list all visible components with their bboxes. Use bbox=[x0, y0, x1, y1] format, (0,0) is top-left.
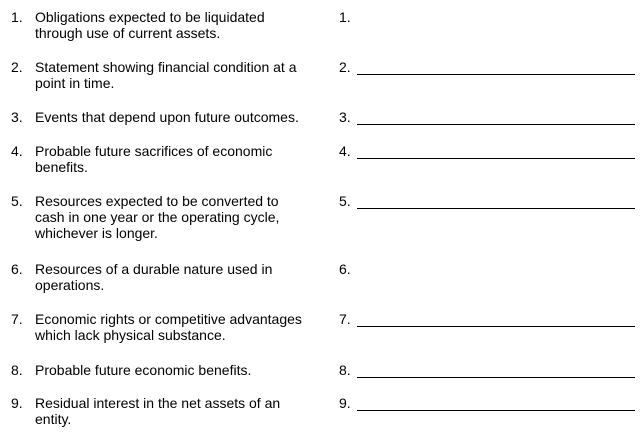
answer-number: 2. bbox=[339, 59, 351, 75]
item-description: Economic rights or competitive advantages which lack physical substance. bbox=[35, 311, 302, 343]
item-description: Events that depend upon future outcomes. bbox=[35, 109, 299, 125]
item-number: 4. bbox=[11, 143, 23, 159]
answer-number: 4. bbox=[339, 143, 351, 159]
answer-blank-line[interactable] bbox=[357, 124, 635, 125]
answer-number: 7. bbox=[339, 311, 351, 327]
item-number: 5. bbox=[11, 193, 23, 209]
answer-number: 8. bbox=[339, 362, 351, 378]
item-description: Probable future sacrifices of economic benefits. bbox=[35, 143, 273, 175]
answer-number: 3. bbox=[339, 109, 351, 125]
item-description: Residual interest in the net assets of an entity. bbox=[35, 395, 281, 427]
answer-blank-line[interactable] bbox=[357, 74, 635, 75]
item-description: Statement showing financial condition at a point in time. bbox=[35, 59, 297, 91]
answer-number: 1. bbox=[339, 9, 351, 25]
answer-blank-line[interactable] bbox=[357, 158, 635, 159]
item-description: Resources of a durable nature used in operations. bbox=[35, 261, 273, 293]
answer-blank-line[interactable] bbox=[357, 410, 635, 411]
item-number: 8. bbox=[11, 362, 23, 378]
item-number: 6. bbox=[11, 261, 23, 277]
answer-blank-line[interactable] bbox=[357, 377, 635, 378]
item-number: 2. bbox=[11, 59, 23, 75]
answer-number: 6. bbox=[339, 261, 351, 277]
answer-blank-line[interactable] bbox=[357, 208, 635, 209]
item-description: Resources expected to be converted to cash in one year or the operating cycle, whichever is longer. bbox=[35, 193, 280, 241]
item-description: Obligations expected to be liquidated through use of current assets. bbox=[35, 9, 265, 41]
answer-number: 9. bbox=[339, 395, 351, 411]
item-number: 9. bbox=[11, 395, 23, 411]
item-description: Probable future economic benefits. bbox=[35, 362, 252, 378]
item-number: 7. bbox=[11, 311, 23, 327]
item-number: 1. bbox=[11, 9, 23, 25]
answer-blank-line[interactable] bbox=[357, 326, 635, 327]
item-number: 3. bbox=[11, 109, 23, 125]
answer-number: 5. bbox=[339, 193, 351, 209]
